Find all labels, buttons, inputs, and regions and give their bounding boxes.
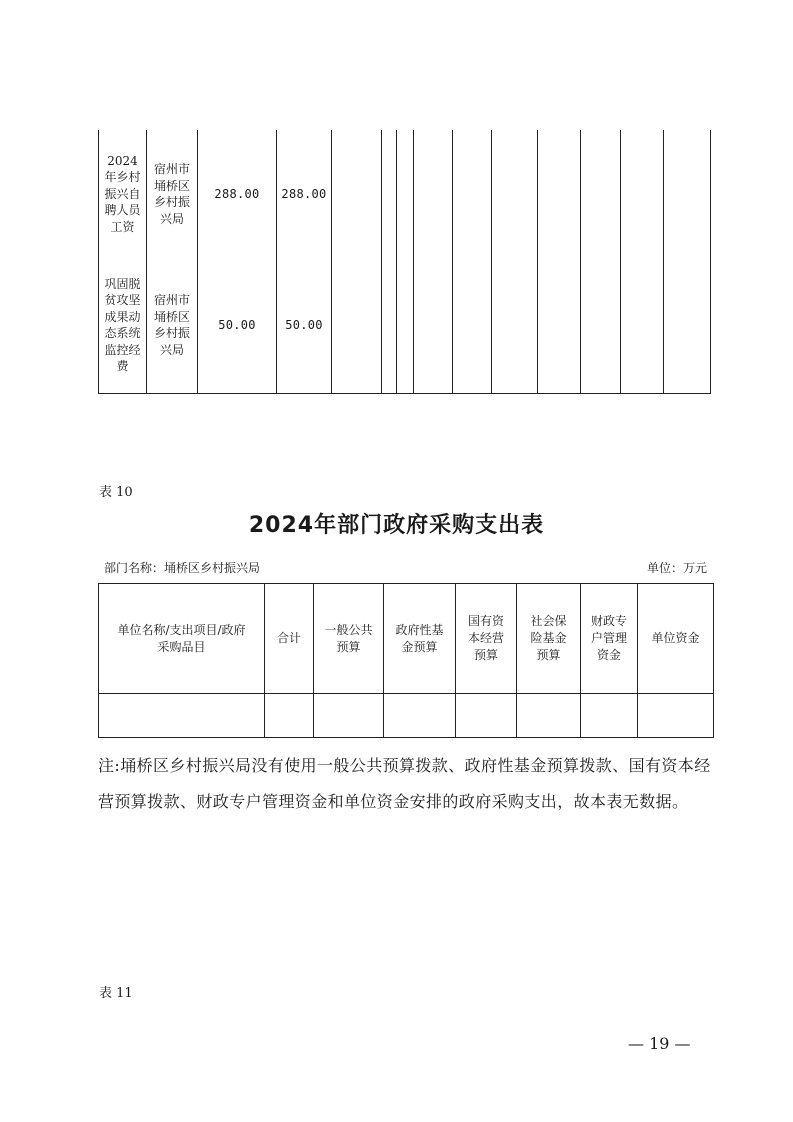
table-row (99, 694, 714, 738)
budget-continuation-table (98, 130, 711, 394)
column-header: 国有资本经营预算 (456, 584, 517, 694)
column-header: 政府性基金预算 (384, 584, 456, 694)
page-number: — 19 — (628, 1034, 691, 1053)
unit-label: 单位：万元 (646, 561, 707, 575)
total-cell: 50.00 (198, 258, 277, 393)
column-header: 单位名称/支出项目/政府采购品目 (99, 584, 265, 694)
project-name-cell: 巩固脱贫攻坚成果动态系统监控经费 (99, 258, 147, 393)
general-budget-cell: 288.00 (277, 130, 332, 258)
page-title: 2024年部门政府采购支出表 (248, 513, 545, 538)
column-header: 财政专户管理资金 (581, 584, 638, 694)
total-cell: 288.00 (198, 130, 277, 258)
general-budget-cell: 50.00 (277, 258, 332, 393)
column-header: 单位资金 (638, 584, 714, 694)
procurement-table (98, 583, 714, 738)
table-10-label: 表 10 (99, 485, 133, 500)
table-row (99, 130, 711, 258)
column-header: 合计 (265, 584, 314, 694)
unit-name-cell: 宿州市埇桥区乡村振兴局 (147, 130, 198, 258)
project-name-cell: 2024年乡村振兴自聘人员工资 (99, 130, 147, 258)
table-note: 注:埇桥区乡村振兴局没有使用一般公共预算拨款、政府性基金预算拨款、国有资本经营预算拨款、财政专户管理资金和单位资金安排的政府采购支出，故本表无数据。 (98, 756, 711, 811)
table-header-row (99, 584, 714, 694)
column-header: 一般公共预算 (314, 584, 384, 694)
table-11-label: 表 11 (99, 986, 133, 1001)
department-name: 部门名称：埇桥区乡村振兴局 (104, 561, 261, 575)
table-row (99, 258, 711, 393)
column-header: 社会保险基金预算 (517, 584, 581, 694)
unit-name-cell: 宿州市埇桥区乡村振兴局 (147, 258, 198, 393)
